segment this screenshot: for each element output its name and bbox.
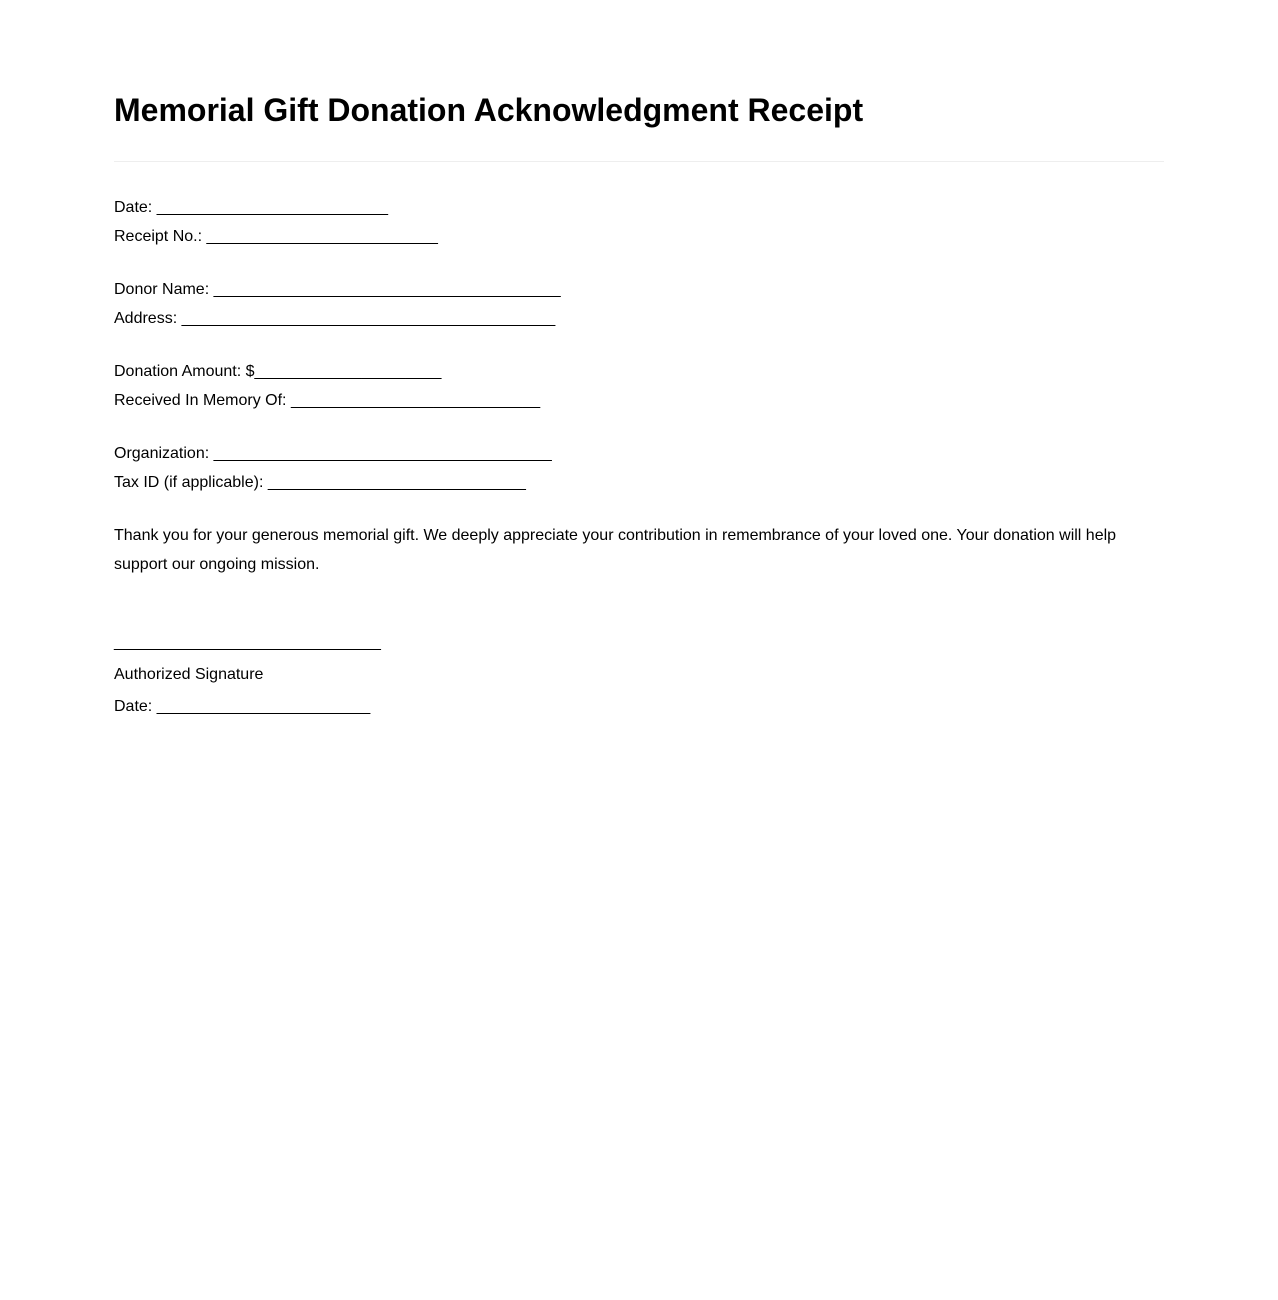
donation-amount-field xyxy=(114,357,1164,386)
address-label: Address: xyxy=(114,310,182,327)
date-label: Date: xyxy=(114,199,157,216)
field-group-organization xyxy=(114,439,1164,497)
organization-field xyxy=(114,439,1164,468)
organization-label: Organization: xyxy=(114,445,214,462)
address-blank: __________________________________________ xyxy=(181,310,556,327)
tax-id-field xyxy=(114,468,1164,497)
field-group-donation xyxy=(114,357,1164,415)
signature-date-label: Date: xyxy=(114,698,157,715)
date-blank: __________________________ xyxy=(156,199,389,216)
donation-amount-label: Donation Amount: $ xyxy=(114,363,255,380)
signature-label: Authorized Signature xyxy=(114,666,264,683)
tax-id-blank: _____________________________ xyxy=(267,474,526,491)
signature-date-blank: ________________________ xyxy=(156,698,371,715)
signature-block xyxy=(114,627,381,723)
address-field xyxy=(114,304,1164,333)
receipt-fields xyxy=(114,193,1164,603)
thank-you-message: Thank you for your generous memorial gift. We deeply appreciate your contribution in remembrance of your loved one. Your donation will help support our ongoing mission. xyxy=(114,527,1117,573)
donor-name-field xyxy=(114,275,1164,304)
signature-date-field xyxy=(114,691,381,723)
date-field xyxy=(114,193,1164,222)
donor-name-label: Donor Name: xyxy=(114,281,214,298)
in-memory-of-label: Received In Memory Of: xyxy=(114,392,291,409)
receipt-number-field xyxy=(114,222,1164,251)
tax-id-label: Tax ID (if applicable): xyxy=(114,474,268,491)
organization-blank: ______________________________________ xyxy=(213,445,552,462)
donor-name-blank: _______________________________________ xyxy=(213,281,561,298)
signature-line: ______________________________ xyxy=(114,634,381,651)
field-group-receipt-info xyxy=(114,193,1164,251)
title-divider xyxy=(114,161,1164,162)
donation-amount-blank: _____________________ xyxy=(254,363,442,380)
field-group-donor xyxy=(114,275,1164,333)
in-memory-of-blank: ____________________________ xyxy=(290,392,541,409)
receipt-number-blank: __________________________ xyxy=(206,228,438,245)
receipt-number-label: Receipt No.: xyxy=(114,228,207,245)
in-memory-of-field xyxy=(114,386,1164,415)
page-title: Memorial Gift Donation Acknowledgment Receipt xyxy=(114,92,864,128)
